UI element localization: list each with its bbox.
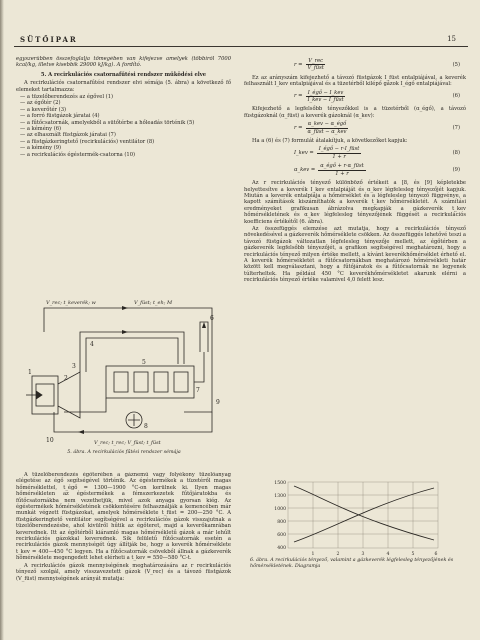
running-header bbox=[14, 34, 468, 47]
body-paragraph: A recirkulációs gázok mennyiségének meghatározására az r recirkulációs tényező szolgál, amely visszavezetett gázok (V_rec) és a távozó füstgázok (V_füst) mennyiségének arányát mutatja: bbox=[16, 562, 231, 582]
list-item: — a fűtőcsatornák, amelyekből a sütőtérbe a hőleadás történik (5) bbox=[20, 119, 195, 126]
y-tick-label: 1300 bbox=[274, 494, 286, 499]
page-spine bbox=[0, 0, 4, 640]
list-item: — a forró füstgázok járatai (4) bbox=[20, 113, 100, 120]
callout-5: 5 bbox=[142, 359, 146, 366]
list-item: — a recirkulációs égéstermék-csatorna (10) bbox=[20, 151, 136, 158]
callout-9: 9 bbox=[216, 399, 220, 406]
formula-number: (5) bbox=[452, 61, 460, 68]
list-item: — az elhasznált füstgázok járatai (7) bbox=[20, 132, 116, 139]
list-item: — az égőtér (2) bbox=[20, 100, 61, 107]
y-tick-label: 600 bbox=[277, 533, 286, 538]
formula-8: I_kev = $\frac{\text{I\_égő − r·I\_füst}}{1 + r}$ (8) bbox=[294, 146, 460, 160]
element-list bbox=[16, 94, 231, 158]
body-paragraph: A tüzelőberendezés égőterében a gáznemű vagy folyékony tüzelőanyag elégetése az égő segítségével történik. Az égéstermékek a tüzetéről magas hőmérséklettel, t_égő = 1300—1900 °C-on kerülnek ki. Ilyen magas hőmérsékleten az égéstermékek a fémszerkezetek fűtőjáratokba és fűtőcsatornákba nem vezethetjük, mivel azok anyaga gyorsan kiég. Az égéstermékek hőmérsékletének csökkentésére felhasználják a kemencében már munkát végzett füstgázokat, amelyek hőmérséklete t_füst = 200—250 °C. A füstgázkeringtető ventilátor segítségével a recirkulációs gázok visszajutnak a tüzelőberendezésbe, ahol kivülről hűtik az égőteret, majd a keverőkamrában keverednek. Itt az égőtérből kiáramló magas hőmérsékletű gázok a már lehűlt recirkulációs gázokkal keverednek. Sík felületű fűtőcsatornák esetén a recirkulációs gázok mennyiségét úgy állítják be, hogy a keverék hőmérséklete t_kev = 400—450 °C legyen. Ha a fűtőcsatornák csövekből állnak a gázkeverék hőmérséklete megengedett lehet elérheti a t_kev = 550—580 °C-t. bbox=[16, 472, 231, 562]
figure-6-diagram bbox=[250, 478, 464, 570]
page-number: 15 bbox=[447, 35, 456, 43]
y-tick-label: 800 bbox=[277, 520, 286, 525]
list-item: — a kémény (9) bbox=[20, 145, 62, 152]
body-paragraph: Az összefüggés elemzése azt mutatja, hogy a recirkulációs tényező növekedésével a gázkeverék hőmérséklete csökken. Az összefüggés lehetővé teszi a távozó füstgázok változatlan légfelesleg tényezője mellett, az égőtérben a gázkeverék legfelsőbb tényezőjét, a grafikon segítségével meghatározni, hogy a recirkulációs tényező milyen értéke mellett, a kívánt keverékhőmérséklet érhető el. A keverék hőmérsékletét a fűtőcsatornákban meghatározó hőmérsékleti határ között kell megválasztani, hogy a fűtőjáratok és a fűtőcsatornák ne legyenek túlterheltek. Ha például 450 °C keverékhőmérsékletet akarunk elérni a recirkulációs tényező értéke valamivel 4,0 felett lesz. bbox=[244, 225, 466, 284]
x-tick-label: 2 bbox=[336, 552, 340, 556]
body-paragraph: Az r recirkulációs tényező különböző értékeit a [8, és [9] képletekbe helyettesítve a keverék I_kev entalpiáját és α_kev légfelesleg tényezőjét kapjuk. Miután a keverék entalpiája a hőmérséklet és a légfelesleg tényező függvénye, a kapott számítások kiszámíthatók a keverék t_kev hőmérsékletét. A számítási eredményeket grafikusan ábrázolva megkapják a gázkeverék t_kev hőmérsékletének és α_kev légfelesleg tényezőjének függését a recirkulációs koefficiens értékétől (6. ábra). bbox=[244, 180, 466, 225]
journal-title: SÜTŐIPAR bbox=[20, 35, 78, 44]
formula-5: r = $\frac{\text{V\_rec}}{\text{V\_füst}}$ (5) bbox=[294, 58, 460, 72]
x-tick-label: 1 bbox=[311, 552, 315, 556]
x-tick-label: 4 bbox=[386, 552, 390, 556]
formula-number: (7) bbox=[452, 124, 460, 131]
callout-6: 6 bbox=[210, 315, 214, 322]
x-tick-label: 5 bbox=[411, 552, 415, 556]
schematic-drawing bbox=[24, 292, 224, 448]
formula-number: (8) bbox=[452, 150, 460, 157]
callout-3: 3 bbox=[72, 363, 76, 370]
y-tick-label: 1500 bbox=[274, 481, 286, 486]
callout-7: 7 bbox=[196, 387, 200, 394]
x-tick-label: 6 bbox=[434, 552, 438, 556]
list-item: — a füstgázkeringtető (recirkulációs) ventilátor (8) bbox=[20, 138, 155, 145]
diagram-plot bbox=[264, 478, 464, 556]
callout-8: 8 bbox=[144, 423, 148, 430]
body-paragraph: Kifejezhető a legfelsőbb tényezőkkel is a tüzetérből (α_égő), a távozó füstgázoknál (α_füst) a keverék gázoknál (α_kev): bbox=[244, 106, 466, 119]
section-title: 5. A recirkulációs csatornafűtési rendszer működési elve bbox=[40, 71, 207, 78]
list-item: — a tüzelőberendezés az égővel (1) bbox=[20, 94, 114, 101]
formula-number: (9) bbox=[452, 166, 460, 173]
section-lead: A recirkulációs csatornafűtési rendszer elvi sémája (5. ábra) a következő fő elemeket tartalmazza: bbox=[16, 80, 231, 93]
label-bottom: V_rec; t_rec; V_füst; t_füst bbox=[94, 440, 161, 446]
y-tick-label: 400 bbox=[277, 546, 286, 551]
figure-6-caption: 6. ábra. A recirkulációs tényező, valamint a gázkeverék légfelesleg tényezőjének és hőmérsékletének. Diagramja bbox=[250, 558, 454, 569]
list-item: — a kémény (6) bbox=[20, 126, 62, 133]
formula-number: (6) bbox=[452, 93, 460, 100]
left-column-top bbox=[16, 56, 231, 292]
list-item: — a keverőtér (3) bbox=[20, 106, 67, 113]
formula-6: r = $\frac{\text{I\_égő − I\_kev}}{\text{I\_kev − I\_füst}}$ (6) bbox=[294, 89, 460, 104]
callout-1: 1 bbox=[28, 369, 32, 376]
figure-5-caption: 5. ábra. A recirkulációs fűtési rendszer sémája bbox=[67, 450, 181, 455]
body-paragraph: Ez az arányszám kifejezhető a távozó füstgázok I_füst entalpiájával, a keverék felhasznált I_kev entalpiájával és a tüzetérből kilépő gázok I_égő entalpiájával: bbox=[244, 74, 466, 88]
callout-4: 4 bbox=[90, 341, 94, 348]
y-tick-label: 1000 bbox=[274, 507, 286, 512]
formula-9: α_kev = $\frac{\text{α\_égő + r·α\_füst}}{1 + r}$ (9) bbox=[294, 163, 460, 177]
left-column-bottom bbox=[16, 472, 231, 632]
label-top-left: V_rec; t_keverék; w bbox=[46, 300, 96, 306]
footnote-intro: egyszerűbben összefoglalja tömegében van kifejezve amelyek (többiről 7000 kcal/kg, illetve kisebbik 29000 kJ/kg). A fordító. bbox=[16, 56, 231, 69]
right-column bbox=[244, 56, 466, 476]
body-paragraph: Ha a (6) és (7) formulát átalakítjuk, a következőket kapjuk: bbox=[252, 138, 408, 145]
label-top-right: V_füst; t_eh; M bbox=[134, 300, 173, 306]
callout-10: 10 bbox=[46, 437, 54, 444]
x-tick-label: 3 bbox=[361, 552, 365, 556]
formula-7: r = $\frac{\text{α\_kev − α\_égő}}{\text{α\_füst − α\_kev}}$ (7) bbox=[294, 121, 460, 135]
figure-5-schematic bbox=[24, 292, 224, 460]
callout-2: 2 bbox=[64, 375, 68, 382]
